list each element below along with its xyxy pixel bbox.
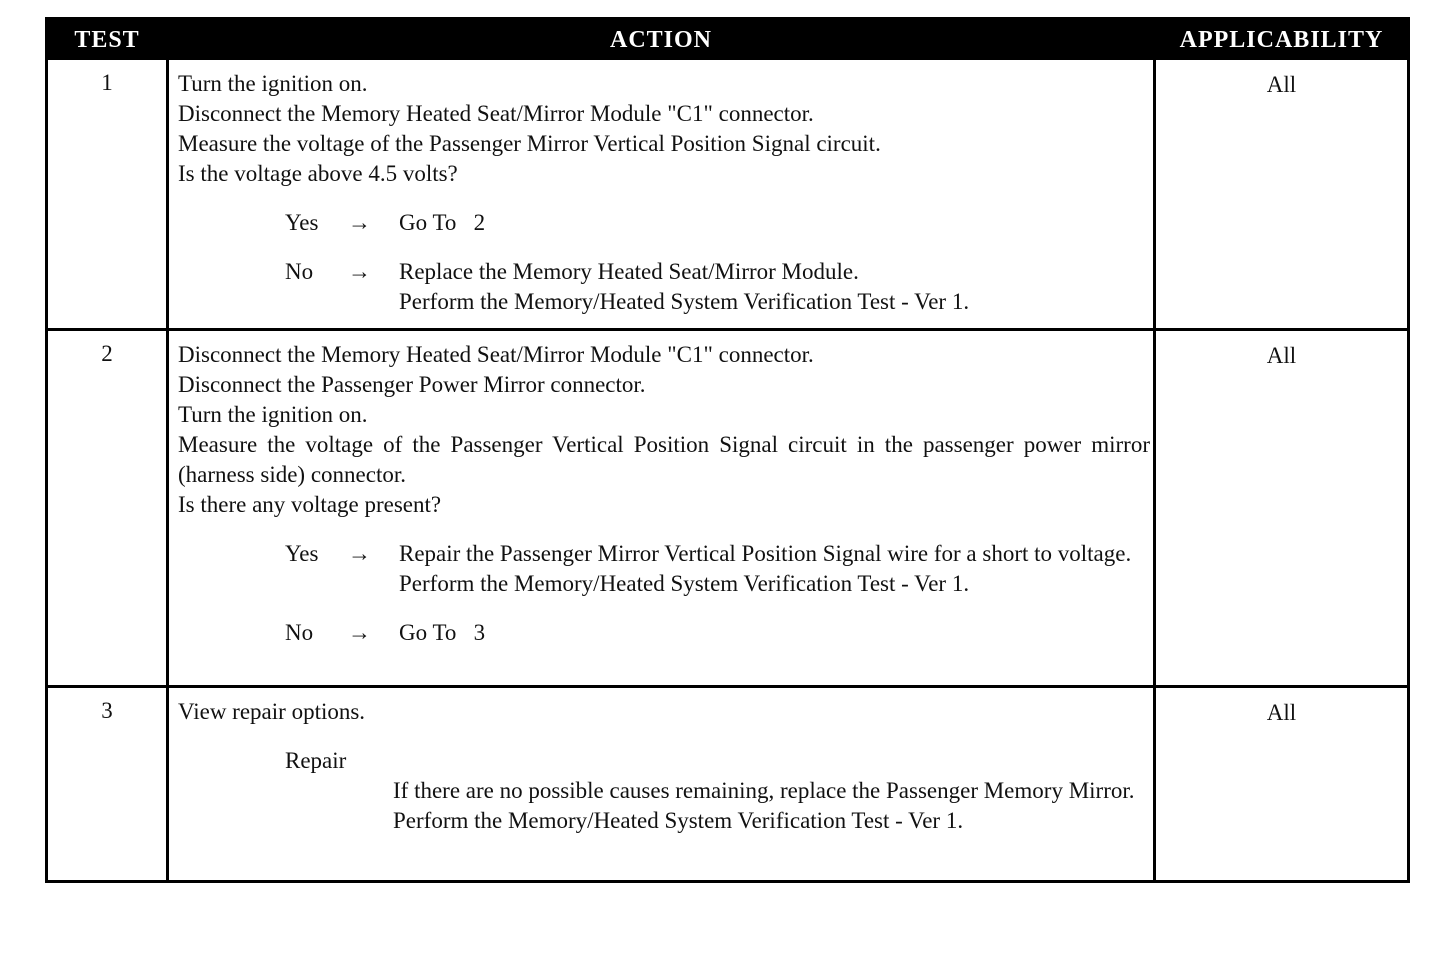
test-number: 1 [101, 70, 113, 95]
table-row-test-1 [48, 60, 1407, 328]
header-action: ACTION [609, 27, 712, 53]
applicability-value: All [1266, 72, 1297, 97]
step-text: Measure the voltage of the Passenger Mirror Vertical Position Signal circuit. [178, 131, 881, 156]
action-cell [178, 340, 1150, 648]
table-row-test-2 [48, 328, 1407, 688]
step-text: Is there any voltage present? [178, 492, 442, 517]
header-test: TEST [74, 27, 140, 53]
arrow-icon: → [348, 541, 371, 566]
no-action: Go To 3 [399, 620, 486, 645]
arrow-icon: → [348, 259, 371, 284]
repair-text: If there are no possible causes remaining, replace the Passenger Memory Mirror. [393, 778, 1135, 803]
step-text: View repair options. [178, 699, 366, 724]
yes-response [178, 208, 1150, 238]
yes-action: Go To 2 [399, 210, 486, 235]
no-response [178, 618, 1150, 648]
test-number: 3 [101, 698, 113, 723]
action-cell [178, 69, 1150, 317]
action-cell [178, 697, 1150, 836]
arrow-icon: → [348, 210, 371, 235]
step-text: Disconnect the Memory Heated Seat/Mirror Module "C1" connector. [178, 101, 814, 126]
yes-action-line: Perform the Memory/Heated System Verification Test - Ver 1. [399, 571, 970, 596]
step-text: Turn the ignition on. [178, 402, 368, 427]
test-number: 2 [101, 341, 113, 366]
table-header [48, 20, 1407, 60]
yes-response [178, 539, 1150, 599]
header-applicability: APPLICABILITY [1179, 27, 1384, 53]
repair-options [393, 776, 1150, 836]
arrow-icon: → [348, 620, 371, 645]
no-label: No [285, 259, 314, 284]
no-action-line: Perform the Memory/Heated System Verification Test - Ver 1. [399, 289, 970, 314]
applicability-value: All [1266, 343, 1297, 368]
step-text: Is the voltage above 4.5 volts? [178, 161, 458, 186]
no-response [178, 257, 1150, 317]
yes-label: Yes [285, 210, 319, 235]
yes-action-line: Repair the Passenger Mirror Vertical Position Signal wire for a short to voltage. [399, 541, 1132, 566]
repair-text: Perform the Memory/Heated System Verification Test - Ver 1. [393, 808, 964, 833]
diagnostic-test-table [45, 17, 1410, 883]
step-text: Disconnect the Memory Heated Seat/Mirror Module "C1" connector. [178, 342, 814, 367]
step-text: Turn the ignition on. [178, 71, 368, 96]
no-label: No [285, 620, 314, 645]
step-text: Disconnect the Passenger Power Mirror connector. [178, 372, 646, 397]
table-row-test-3 [48, 685, 1407, 883]
repair-label: Repair [285, 748, 347, 773]
yes-label: Yes [285, 541, 319, 566]
applicability-value: All [1266, 700, 1297, 725]
step-text: Measure the voltage of the Passenger Vertical Position Signal circuit in the passenger power mirror (harness side) connector. [178, 432, 1150, 487]
no-action-line: Replace the Memory Heated Seat/Mirror Module. [399, 259, 859, 284]
